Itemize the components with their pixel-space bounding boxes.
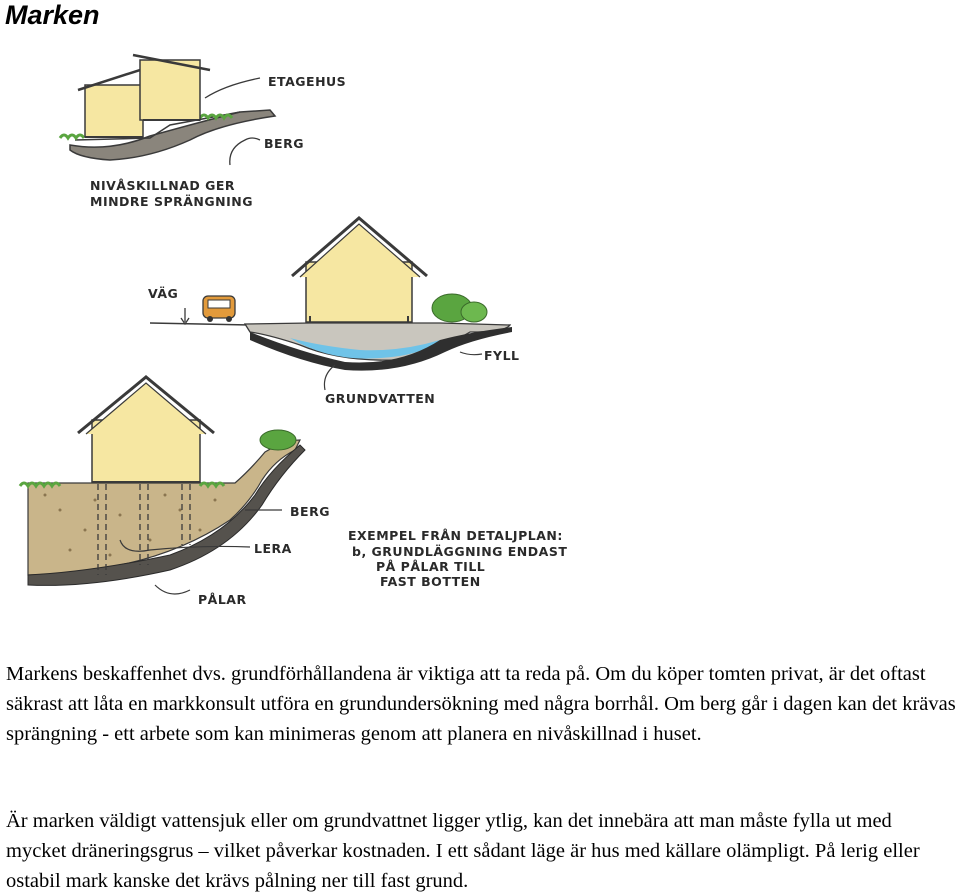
house-on-fill-sketch xyxy=(148,218,520,406)
split-level-house-sketch xyxy=(60,55,346,209)
label-nivaskillnad-2: MINDRE SPRÄNGNING xyxy=(90,194,253,209)
body-paragraph-2: Är marken väldigt vattensjuk eller om grundvattnet ligger ytlig, kan det innebära att man måste fylla ut med mycket dräneringsgrus – vilket påverkar kostnaden. I ett sådant läge är hus med källare olämpligt. På lerig eller ostabil mark kanske det krävs pålning ner till fast grund. xyxy=(6,810,920,892)
label-exempel-3: PÅ PÅLAR TILL xyxy=(376,559,486,574)
label-fyll: FYLL xyxy=(484,348,520,363)
page-title: Marken xyxy=(5,0,100,30)
label-exempel-1: EXEMPEL FRÅN DETALJPLAN: xyxy=(348,528,563,543)
label-vag: VÄG xyxy=(148,286,179,301)
body-paragraph-1: Markens beskaffenhet dvs. grundförhållandena är viktiga att ta reda på. Om du köper tomten privat, är det oftast säkrast att låta en markkonsult utföra en grundundersökning med några borrhål. Om berg går i dagen kan det krävas sprängning - ett arbete som kan minimeras genom att planera en nivåskillnad i huset. xyxy=(6,663,956,745)
label-lera: LERA xyxy=(254,541,292,556)
label-grundvatten: GRUNDVATTEN xyxy=(325,391,436,406)
house-on-piles-sketch xyxy=(20,377,567,607)
label-berg-bottom: BERG xyxy=(290,504,330,519)
foundation-illustration xyxy=(0,40,620,630)
label-nivaskillnad-1: NIVÅSKILLNAD GER xyxy=(90,178,236,193)
label-etagehus: ETAGEHUS xyxy=(268,74,347,89)
label-exempel-2: b, GRUNDLÄGGNING ENDAST xyxy=(352,544,568,559)
label-palar: PÅLAR xyxy=(198,592,247,607)
label-berg-top: BERG xyxy=(264,136,304,151)
label-exempel-4: FAST BOTTEN xyxy=(380,574,481,589)
